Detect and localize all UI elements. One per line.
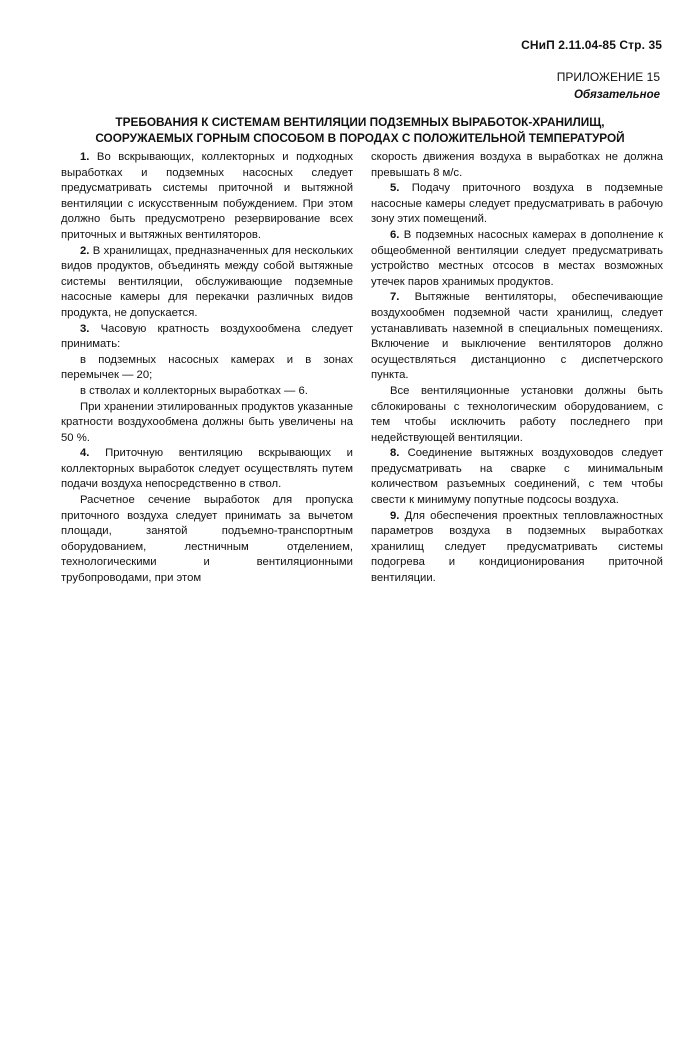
paragraph <box>371 228 663 290</box>
paragraph-text: Вытяжные вентиляторы, обеспечивающие воздухообмен подземной части хранилищ, следует устанавливать наземной в специальных помещениях. Включение и выключение вентиляторов должно осуществляться дистанционно с диспетчерского пункта. <box>371 291 664 382</box>
paragraph <box>61 244 353 322</box>
paragraph <box>61 446 353 493</box>
paragraph-text: Расчетное сечение выработок для пропуска приточного воздуха следует принимать за вычетом площади, занятой подъемно-транспортным оборудованием, лестничным отделением, технологическими и вентиляционными трубопроводами, при этом <box>61 494 353 585</box>
paragraph-text: Во вскрывающих, коллекторных и подходных выработках и подземных насосных следует предусматривать системы приточной и вытяжной вентиляции с искусственным побуждением. При этом должно быть предусмотрено резервирование всех приточных и вытяжных вентиляторов. <box>61 151 353 241</box>
appendix-label: ПРИЛОЖЕНИЕ 15 <box>556 70 660 84</box>
paragraph-number: 6. <box>390 228 400 241</box>
paragraph <box>371 150 663 181</box>
paragraph-number: 4. <box>80 447 90 460</box>
paragraph-number: 5. <box>390 182 400 195</box>
paragraph-text: Соединение вытяжных воздуховодов следует предусматривать на сварке с минимальным количеством разъемных соединений, с тем чтобы свести к минимуму попутные подсосы воздуха. <box>371 447 663 507</box>
paragraph-text: Все вентиляционные установки должны быть сблокированы с технологическим оборудованием, с тем чтобы исключить работу последнего при недействующей вентиляции. <box>371 384 663 444</box>
document-reference: СНиП 2.11.04-85 Стр. 35 <box>521 38 662 52</box>
paragraph <box>61 150 353 244</box>
paragraph-number: 7. <box>390 291 400 304</box>
appendix-status: Обязательное <box>573 89 660 101</box>
paragraph <box>371 384 663 446</box>
paragraph-number: 8. <box>390 447 400 460</box>
paragraph <box>61 384 353 400</box>
paragraph-text: в подземных насосных камерах и в зонах перемычек — 20; <box>61 353 353 382</box>
paragraph-text: В хранилищах, предназначенных для нескольких видов продуктов, объединять между собой вытяжные системы вентиляции, обслуживающие подземные насосные камеры для перекачки различных видов продукта, не допускается. <box>61 244 354 319</box>
paragraph <box>61 322 353 353</box>
paragraph-number: 9. <box>390 509 400 522</box>
paragraph-text: При хранении этилированных продуктов указанные кратности воздухообмена должны быть увеличены на 50 %. <box>61 400 353 444</box>
left-column <box>61 150 353 587</box>
paragraph-number: 1. <box>80 151 90 163</box>
paragraph <box>61 493 353 587</box>
paragraph-text: Подачу приточного воздуха в подземные насосные камеры следует предусматривать в рабочую зону этих помещений. <box>371 182 664 226</box>
page-title <box>60 114 660 146</box>
paragraph <box>371 446 663 508</box>
paragraph-number: 3. <box>80 322 90 335</box>
paragraph-number: 2. <box>80 244 90 257</box>
title-line-1: ТРЕБОВАНИЯ К СИСТЕМАМ ВЕНТИЛЯЦИИ ПОДЗЕМНЫХ ВЫРАБОТОК-ХРАНИЛИЩ, <box>115 115 605 129</box>
paragraph-text: в стволах и коллекторных выработках — 6. <box>80 384 308 397</box>
paragraph <box>61 353 353 384</box>
paragraph-text: скорость движения воздуха в выработках не должна превышать 8 м/с. <box>371 151 663 179</box>
right-column <box>371 150 663 587</box>
paragraph <box>371 290 663 384</box>
paragraph-text: Для обеспечения проектных тепловлажностных параметров воздуха в подземных выработках хранилищ следует предусматривать системы подогрева и кондиционирования приточной вентиляции. <box>371 509 663 585</box>
title-line-2: СООРУЖАЕМЫХ ГОРНЫМ СПОСОБОМ В ПОРОДАХ С ПОЛОЖИТЕЛЬНОЙ ТЕМПЕРАТУРОЙ <box>95 131 625 145</box>
paragraph <box>371 509 663 587</box>
paragraph-text: Часовую кратность воздухообмена следует принимать: <box>61 322 353 351</box>
paragraph <box>371 181 663 228</box>
paragraph <box>61 400 353 447</box>
paragraph-text: В подземных насосных камерах в дополнение к общеобменной вентиляции следует предусматривать устройство местных отсосов в местах возможных утечек паров хранимых продуктов. <box>371 228 664 288</box>
paragraph-text: Приточную вентиляцию вскрывающих и коллекторных выработок следует осуществлять путем подачи воздуха непосредственно в ствол. <box>61 447 353 491</box>
